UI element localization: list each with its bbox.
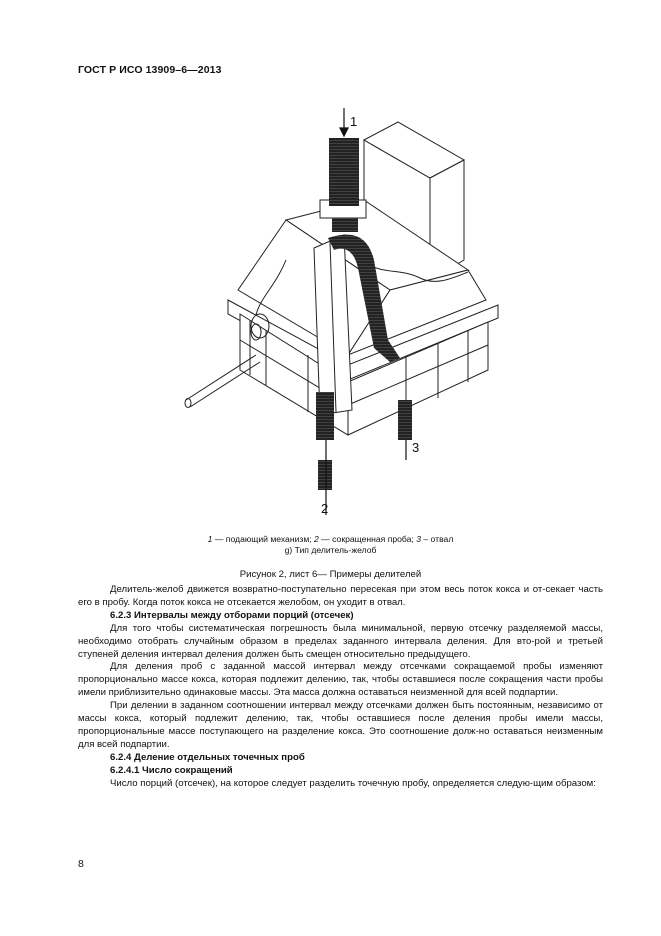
legend-num-2: 2	[314, 534, 319, 544]
page-number: 8	[78, 858, 84, 870]
heading-6-2-3: 6.2.3 Интервалы между отборами порций (отсечек)	[110, 609, 354, 621]
paragraph-fixed-ratio: При делении в заданном соотношении интервал между отсечками должен быть постоянным, независимо от массы кокса, который подлежит делению, так, чтобы оставшиеся после деления пробы имели массы, пропорциональные массе поступающего на разделение кокса. Это соотношение долж-но оставаться неизменным для всей подпартии.	[78, 700, 603, 750]
legend-num-3: 3	[416, 534, 421, 544]
figure-caption: Рисунок 2, лист 6— Примеры делителей	[239, 569, 422, 580]
chute-divider-drawing	[168, 100, 508, 530]
heading-6-2-4: 6.2.4 Деление отдельных точечных проб	[110, 751, 305, 763]
paragraph-number-of-cuts: Число порций (отсечек), на которое следует разделить точечную пробу, определяется следую-щим образом:	[110, 777, 596, 789]
callout-2: 2	[321, 501, 329, 516]
callout-1: 1	[350, 114, 358, 129]
figure-legend	[0, 533, 661, 545]
paragraph-chute-motion: Делитель-желоб движется возвратно-поступательно пересекая при этом весь поток кокса и от-секает часть его в пробу. Когда поток кокса не отсекается желобом, он уходит в отвал.	[78, 584, 603, 608]
chute-divider-figure	[168, 100, 508, 530]
legend-text-3: – отвал	[420, 534, 454, 544]
figure-subcaption: g) Тип делитель-желоб	[284, 545, 377, 555]
body-text	[78, 584, 603, 791]
document-header: ГОСТ Р ИСО 13909–6—2013	[78, 64, 222, 76]
callout-3: 3	[412, 440, 420, 455]
legend-text-1: — подающий механизм;	[212, 534, 314, 544]
legend-text-2: — сокращенная проба;	[318, 534, 417, 544]
legend-num-1: 1	[207, 534, 213, 544]
paragraph-fixed-mass: Для деления проб с заданной массой интервал между отсечками сокращаемой пробы изменяют пропорционально массе кокса, которая подлежит делению, так, чтобы оставшиеся после сокращения части пробы имели приблизительно одинаковые массы. Эта масса должна оставаться неизменной для всей подпартии.	[78, 661, 603, 699]
heading-6-2-4-1: 6.2.4.1 Число сокращений	[110, 764, 233, 776]
paragraph-first-cut: Для того чтобы систематическая погрешность была минимальной, первую отсечку разделяемой массы, необходимо отобрать случайным образом в пределах заданного интервала деления. Для вто-рой и третьей ступеней деления интервал деления должен быть смещен относительно предыдущего.	[78, 622, 603, 660]
